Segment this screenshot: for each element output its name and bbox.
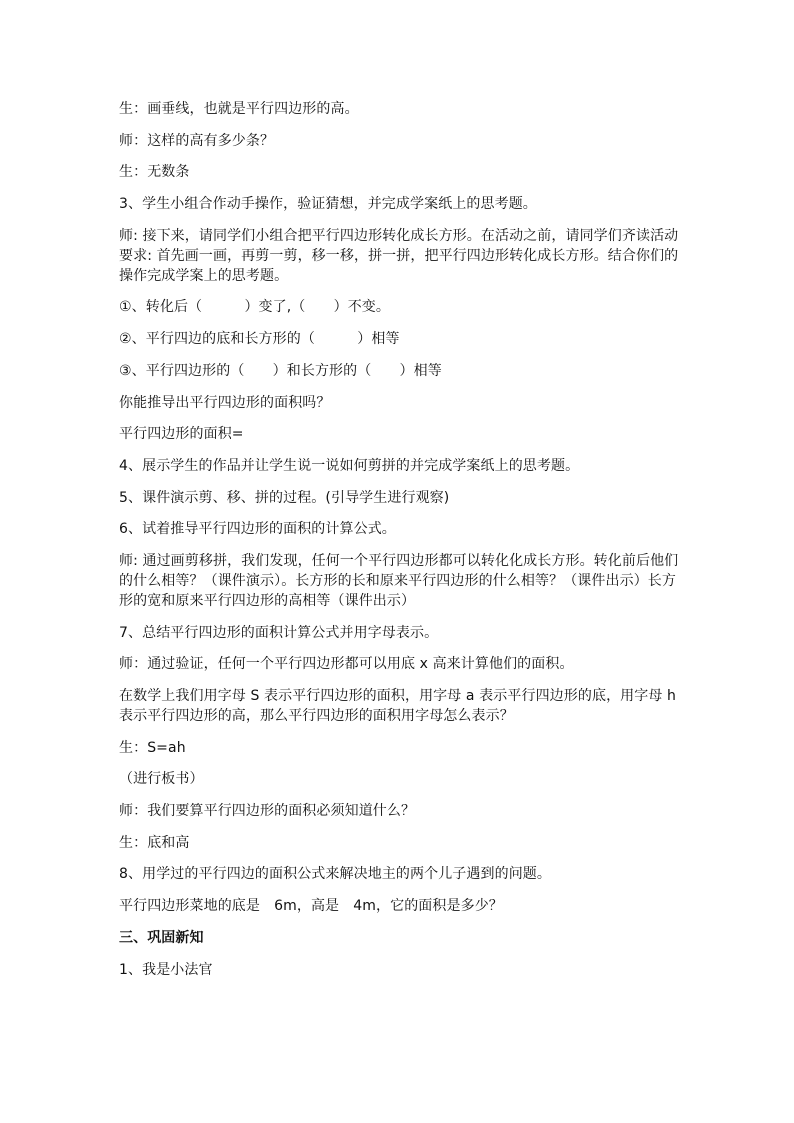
student-base-and-height: 生：底和高: [119, 834, 190, 851]
teacher-cut-move-explanation: 师: 通过画剪移拼，我们发现，任何一个平行四边形都可以转化化成长方形。转化前后他们的什么相等？（课件演示）。长方形的长和原来平行四边形的什么相等？（课件出示）长方形的宽和原来平行四边形的高相等（课件出示）: [119, 552, 679, 609]
teacher-what-to-know: 师：我们要算平行四边形的面积必须知道什么？: [119, 803, 416, 820]
question-3-height-equal: ③、平行四边形的（ ）和长方形的（ ）相等: [119, 362, 442, 379]
step-8-solve-problem: 8、用学过的平行四边的面积公式来解决地主的两个儿子遇到的问题。: [119, 866, 552, 883]
step-7-summarize-formula: 7、总结平行四边形的面积计算公式并用字母表示。: [119, 624, 439, 641]
step-6-derive-formula: 6、试着推导平行四边形的面积的计算公式。: [119, 521, 396, 538]
question-2-base-equal: ②、平行四边的底和长方形的（ ）相等: [119, 331, 400, 348]
step-4-show-works: 4、展示学生的作品并让学生说一说如何剪拼的并完成学案纸上的思考题。: [119, 457, 580, 474]
student-formula-answer: 生：S=ah: [119, 739, 186, 756]
teacher-verify-statement: 师：通过验证，任何一个平行四边形都可以用底 x 高来计算他们的面积。: [119, 656, 574, 673]
board-writing-note: （进行板书）: [119, 771, 204, 788]
vegetable-field-problem: 平行四边形菜地的底是 6m，高是 4m，它的面积是多少？: [119, 898, 503, 915]
step-5-courseware-demo: 5、课件演示剪、移、拼的过程。(引导学生进行观察): [119, 489, 450, 506]
student-answer-draw-height: 生：画垂线，也就是平行四边形的高。: [119, 101, 359, 117]
section-3-heading: 三、巩固新知: [119, 929, 204, 946]
teacher-question-how-many-heights: 师：这样的高有多少条？: [119, 132, 275, 149]
document-body: [119, 99, 679, 991]
student-answer-infinite: 生：无数条: [119, 164, 190, 181]
step-3-group-operation: 3、学生小组合作动手操作，验证猜想，并完成学案纸上的思考题。: [119, 196, 537, 213]
derive-area-question: 你能推导出平行四边形的面积吗？: [119, 394, 331, 411]
teacher-activity-instructions: 师: 接下来，请同学们小组合把平行四边形转化成长方形。在活动之前，请同学们齐读活动要求: 首先画一画，再剪一剪，移一移，拼一拼，把平行四边形转化成长方形。结合你们的操作完成学案上的思考题。: [119, 227, 679, 284]
letter-notation-question: 在数学上我们用字母 S 表示平行四边形的面积，用字母 a 表示平行四边形的底，用字母 h 表示平行四边形的高，那么平行四边形的面积用字母怎么表示？: [119, 688, 676, 724]
area-equals: 平行四边形的面积=: [119, 426, 244, 443]
question-1-transform: ①、转化后（ ）变了,（ ）不变。: [119, 299, 390, 316]
item-1-little-judge: 1、我是小法官: [119, 961, 213, 978]
